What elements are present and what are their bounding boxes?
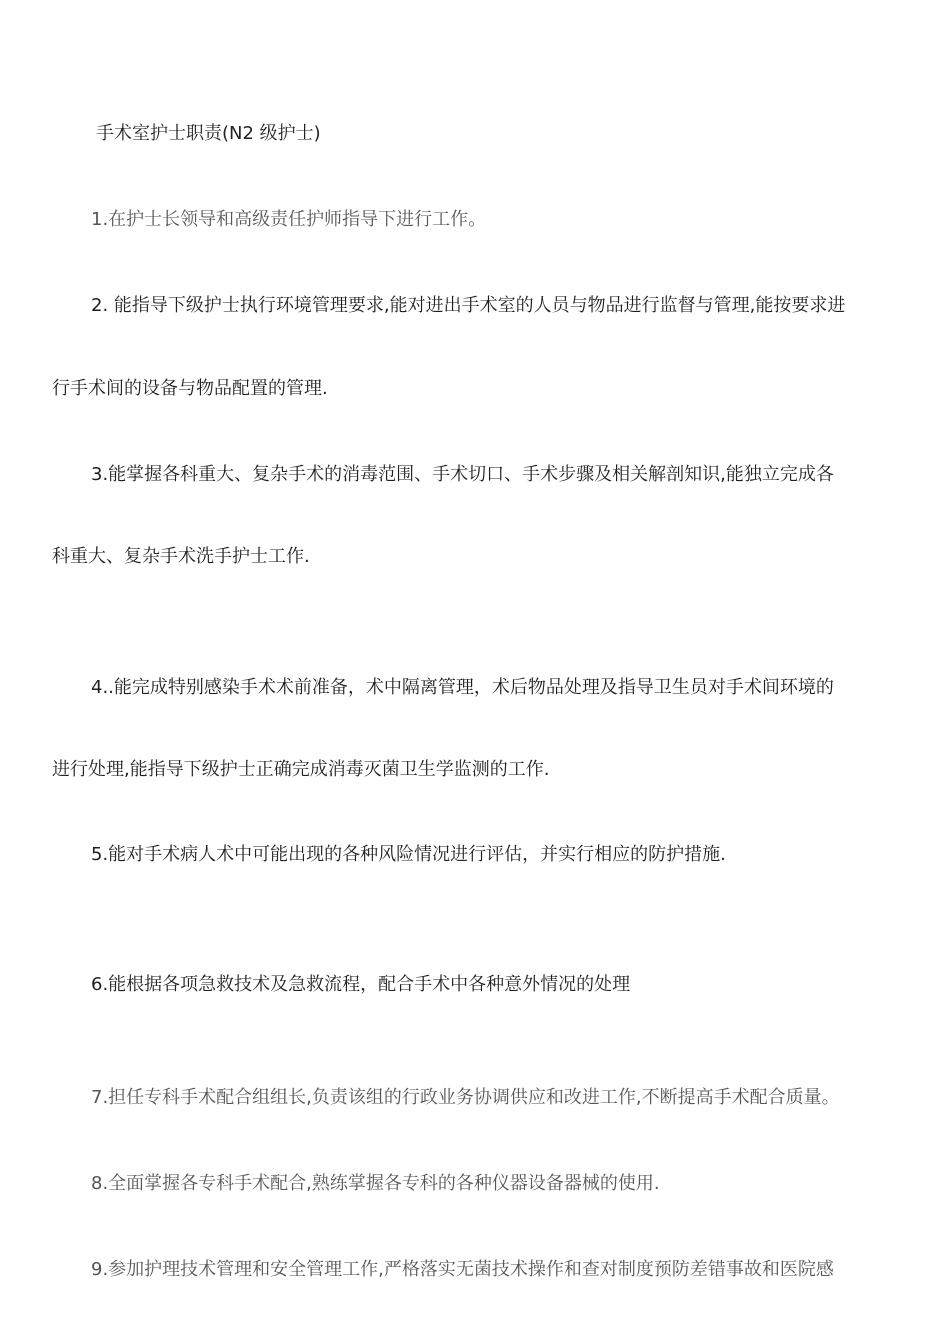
item-7-line-1: 7.担任专科手术配合组组长,负责该组的行政业务协调供应和改进工作,不断提高手术配合质量。 bbox=[91, 1087, 840, 1108]
item-6-line-1: 6.能根据各项急救技术及急救流程，配合手术中各种意外情况的处理 bbox=[91, 974, 631, 995]
item-2-line-2: 行手术间的设备与物品配置的管理. bbox=[52, 378, 328, 399]
item-8-line-1: 8.全面掌握各专科手术配合,熟练掌握各专科的各种仪器设备器械的使用. bbox=[91, 1173, 660, 1194]
item-3-line-2: 科重大、复杂手术洗手护士工作. bbox=[52, 546, 310, 567]
item-4-line-1: 4..能完成特别感染手术术前准备，术中隔离管理，术后物品处理及指导卫生员对手术间环境的 bbox=[91, 677, 834, 698]
item-5-line-1: 5.能对手术病人术中可能出现的各种风险情况进行评估，并实行相应的防护措施. bbox=[91, 844, 726, 865]
item-2-line-1: 2. 能指导下级护士执行环境管理要求,能对进出手术室的人员与物品进行监督与管理,能按要求进 bbox=[91, 295, 846, 316]
item-4-line-2: 进行处理,能指导下级护士正确完成消毒灭菌卫生学监测的工作. bbox=[52, 759, 550, 780]
item-9-line-1: 9.参加护理技术管理和安全管理工作,严格落实无菌技术操作和查对制度预防差错事故和医院感 bbox=[91, 1259, 834, 1280]
item-3-line-1: 3.能掌握各科重大、复杂手术的消毒范围、手术切口、手术步骤及相关解剖知识,能独立完成各 bbox=[91, 464, 834, 485]
document-title: 手术室护士职责(N2 级护士) bbox=[96, 123, 321, 144]
item-1-line-1: 1.在护士长领导和高级责任护师指导下进行工作。 bbox=[91, 209, 487, 230]
